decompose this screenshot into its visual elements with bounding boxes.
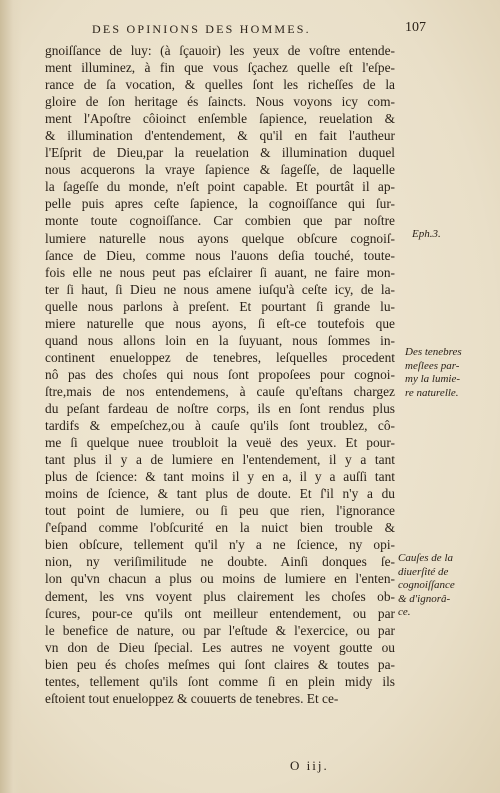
text-line: continent enueloppez de tenebres, leſquelles procedent	[45, 349, 395, 365]
signature-mark: O iij.	[290, 758, 329, 773]
text-line: le benefice de nature, ou par l'eſtude & l'exercice, ou par	[45, 622, 395, 638]
text-line: ſcures, pour-ce qu'ils ont meilleur entendement, ou par	[45, 605, 395, 621]
text-line: rance de ſa vocation, & quelles ſont les richeſſes de la	[45, 77, 395, 93]
text-line: tentes, tellement qu'ils ſont comme ſi en plein midy ils	[45, 673, 395, 689]
text-line: monte toute cognoiſſance. Car combien que par noſtre	[45, 213, 395, 229]
margin-note-tenebres	[405, 346, 462, 400]
text-line: quand nous allons loin en la ſuyuant, nous ſommes in-	[45, 332, 395, 348]
text-line: nion, ny veriſimilitude ne doubte. Ainſi donques ſe-	[45, 554, 395, 570]
text-line: & illumination d'entendement, & qu'il en fait l'autheur	[45, 128, 395, 144]
text-line: fois elle ne nous peut pas eſclairer ſi auant, ne faire mon-	[45, 264, 395, 280]
margin-note-line: cognoiſſance	[398, 579, 455, 591]
margin-note-line: my la lumie-	[405, 373, 460, 385]
text-line: gnoiſſance de luy: (à ſçauoir) les yeux de voſtre entende-	[45, 43, 395, 58]
running-title: DES OPINIONS DES HOMMES.	[92, 22, 311, 36]
text-line: tardifs & empeſchez,ou à cauſe qu'ils ſont troublez, cô-	[45, 418, 395, 434]
text-line: plus de ſcience: & tant moins il y en a, il y a auſſi tant	[45, 469, 395, 485]
margin-note-causes	[398, 552, 455, 620]
text-line: nous acquerons la vraye ſapience & ſageſſe, de laquelle	[45, 162, 395, 178]
text-line: du peſant fardeau de noſtre corps, ils en ſont rendus plus	[45, 400, 395, 416]
text-line: ſtre,mais de nos entendemens, à cauſe qu'eſtans chargez	[45, 383, 395, 399]
text-line: moins de ſcience, & tant plus de doute. Et ſ'il n'y a du	[45, 486, 395, 502]
text-line: ment illuminez, à fin que vous ſçachez quelle eſt l'eſpe-	[45, 60, 395, 76]
margin-note-line: Des tenebres	[405, 346, 462, 358]
margin-note-eph	[412, 228, 441, 242]
text-line: ſance de Dieu, comme nous l'auons deſia touché, toute-	[45, 247, 395, 263]
text-line: ter ſi haut, ſi Dieu ne nous amene iuſqu'à ceſte icy, de la-	[45, 281, 395, 297]
margin-note-line: & d'ignorâ-	[398, 592, 451, 605]
text-line: eſtoient tout enueloppez & couuerts de tenebres. Et ce-	[45, 690, 339, 706]
text-line: l'Eſprit de Dieu,par la reuelation & illumination duquel	[45, 145, 395, 161]
text-line: me ſi quelque nuee troubloit la veuë des yeux. Et pour-	[45, 435, 395, 451]
text-line: tout point de lumiere, ou ſi peu que rien, l'ignorance	[45, 503, 395, 519]
text-line: vn don de Dieu ſpecial. Les autres ne voyent goutte ou	[45, 639, 395, 655]
text-line: miere naturelle que nous ayons, ſi eſt-ce toutefois que	[45, 315, 395, 331]
margin-note-line: Eph.3.	[412, 228, 441, 240]
text-line: tant plus il y a de lumiere en l'entendement, il y a tant	[45, 452, 395, 468]
text-line: pelle puis apres ceſte ſapience, la cognoiſſance qui ſur-	[45, 196, 395, 212]
text-line: bien obſcure, tellement qu'il n'y a ne ſcience, ny opi-	[45, 537, 395, 553]
text-line: la ſageſſe du monde, n'eſt point capable. Et pourtât il ap-	[45, 179, 395, 195]
text-line: gloire de ſon heritage és ſaincts. Nous voyons icy com-	[45, 94, 395, 110]
margin-note-line: ce.	[398, 606, 411, 618]
text-line: nô pas des choſes qui nous ſont propoſees pour cognoi-	[45, 366, 395, 382]
text-line: quelle nous parlons à preſent. Et pourtant ſi grande lu-	[45, 298, 395, 314]
text-line: lon qu'vn chacun a plus ou moins de lumiere en l'enten-	[45, 571, 395, 587]
main-text-block	[45, 42, 395, 707]
margin-note-line: re naturelle.	[405, 386, 459, 399]
text-line: bien peu és choſes meſmes qui ſont claires & toutes pa-	[45, 656, 395, 672]
page-number: 107	[405, 20, 426, 35]
text-line: ſ'eſpand comme l'obſcurité en la nuict bien trouble &	[45, 520, 395, 536]
text-line: ment l'Apoſtre côioinct enſemble ſapience, reuelation &	[45, 111, 395, 127]
margin-note-line: Cauſes de la	[398, 552, 453, 564]
margin-note-line: meſlees par-	[405, 359, 460, 372]
text-line: dement, les vns voyent plus clairement les choſes ob-	[45, 588, 395, 604]
text-line: lumiere naturelle nous ayons quelque obſcure cognoiſ-	[45, 230, 395, 246]
margin-note-line: diuerſité de	[398, 565, 449, 578]
page-gutter	[0, 0, 22, 793]
